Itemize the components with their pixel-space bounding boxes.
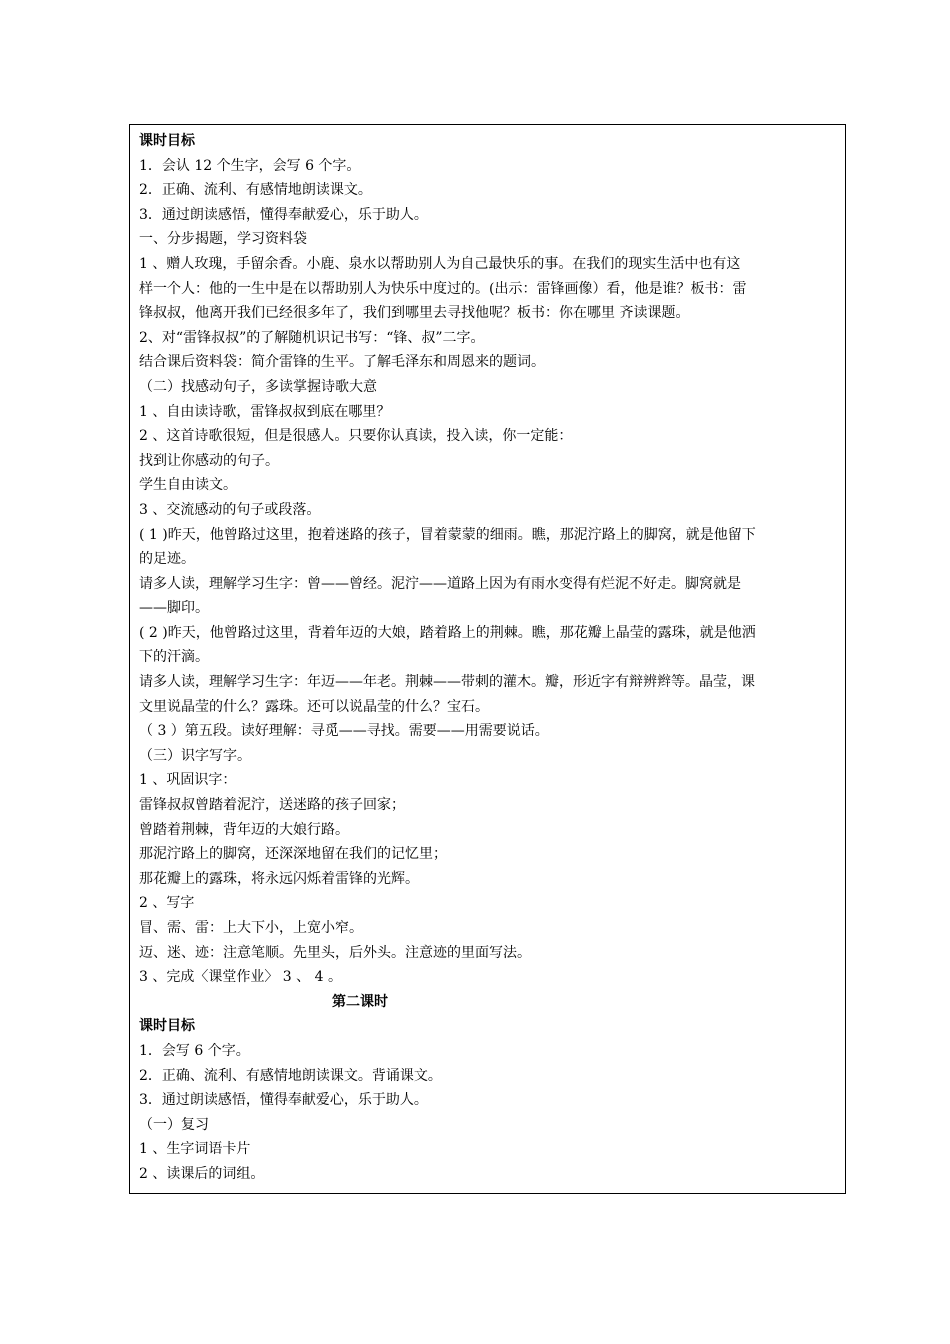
lesson1-text-line: 3 、完成〈课堂作业〉 3 、 4 。	[139, 969, 342, 986]
lesson1-text-line: 找到让你感动的句子。	[139, 452, 279, 469]
lesson1-text-line: 的足迹。	[139, 551, 195, 568]
lesson1-text-line: 请多人读，理解学习生字：年迈——年老。荆棘——带刺的灌木。瓣，形近字有辩辨辫等。晶莹，课	[139, 674, 755, 691]
lesson1-text-line: 2 、这首诗歌很短，但是很感人。只要你认真读，投入读，你一定能：	[139, 428, 573, 445]
lesson2-goal: 3．通过朗读感悟，懂得奉献爱心，乐于助人。	[139, 1092, 428, 1109]
lesson1-text-line: ( 2 )昨天，他曾路过这里，背着年迈的大娘，踏着路上的荆棘。瞧，那花瓣上晶莹的露珠，就是他洒	[139, 624, 756, 641]
lesson1-text-line: 1 、自由读诗歌，雷锋叔叔到底在哪里？	[139, 403, 391, 420]
lesson1-text-line: 结合课后资料袋：简介雷锋的生平。了解毛泽东和周恩来的题词。	[139, 354, 545, 371]
lesson1-text-line: 1 、赠人玫瑰，手留余香。小鹿、泉水以帮助别人为自己最快乐的事。在我们的现实生活中也有这	[139, 255, 741, 272]
lesson1-text-line: 锋叔叔，他离开我们已经很多年了，我们到哪里去寻找他呢？板书：你在哪里 齐读课题。	[139, 305, 690, 322]
lesson1-text-line: 2 、写字	[139, 895, 195, 912]
lesson1-text-line: （三）识字写字。	[139, 747, 251, 764]
lesson1-text-line: 3 、交流感动的句子或段落。	[139, 501, 321, 518]
lesson1-text-line: ( 1 )昨天，他曾路过这里，抱着迷路的孩子，冒着蒙蒙的细雨。瞧，那泥泞路上的脚窝，就是他留下	[139, 526, 756, 543]
lesson1-text-line: （ 3 ）第五段。读好理解：寻觅——寻找。需要——用需要说话。	[139, 723, 549, 740]
lesson1-text-line: 冒、需、雷：上大下小，上宽小窄。	[139, 920, 363, 936]
lesson2-text-line: 2 、读课后的词组。	[139, 1165, 265, 1182]
lesson1-text-line: 学生自由读文。	[139, 477, 237, 494]
lesson2-goal: 2．正确、流利、有感情地朗读课文。背诵课文。	[139, 1067, 442, 1084]
lesson1-text-line: 迈、迷、迹：注意笔顺。先里头，后外头。注意迹的里面写法。	[139, 944, 531, 961]
lesson1-text-line: 请多人读，理解学习生字：曾——曾经。泥泞——道路上因为有雨水变得有烂泥不好走。脚窝就是	[139, 575, 741, 592]
lesson2-goal: 1．会写 6 个字。	[139, 1042, 250, 1059]
lesson1-text-line: 雷锋叔叔曾踏着泥泞，送迷路的孩子回家；	[139, 797, 405, 814]
lesson2-text-line: 1 、生字词语卡片	[139, 1141, 251, 1158]
lesson1-text-line: 1 、巩固识字：	[139, 772, 237, 789]
lesson2-title: 第二课时	[332, 993, 388, 1010]
lesson1-text-line: 样一个人：他的一生中是在以帮助别人为快乐中度过的。(出示：雷锋画像）看，他是谁？板书：雷	[139, 280, 747, 297]
lesson1-text-line: ——脚印。	[139, 600, 209, 617]
lesson1-text-line: 那花瓣上的露珠，将永远闪烁着雷锋的光辉。	[139, 870, 419, 887]
lesson1-goals-heading: 课时目标	[139, 133, 195, 149]
lesson2-goals-heading: 课时目标	[139, 1018, 195, 1035]
lesson1-text-line: 曾踏着荆棘，背年迈的大娘行路。	[139, 821, 349, 838]
lesson1-goal: 2．正确、流利、有感情地朗读课文。	[139, 182, 372, 199]
lesson-plan-frame	[129, 124, 846, 1194]
lesson1-text-line: 下的汗滴。	[139, 649, 209, 666]
lesson1-goal: 3．通过朗读感悟，懂得奉献爱心，乐于助人。	[139, 206, 428, 223]
lesson1-text-line: （二）找感动句子，多读掌握诗歌大意	[139, 378, 377, 395]
lesson2-text-line: （一）复习	[139, 1116, 209, 1133]
lesson1-text-line: 文里说晶莹的什么？露珠。还可以说晶莹的什么？宝石。	[139, 698, 489, 715]
lesson1-text-line: 2、对“雷锋叔叔”的了解随机识记书写：“锋、叔”二字。	[139, 329, 485, 346]
lesson1-text-line: 一、分步揭题，学习资料袋	[139, 231, 307, 248]
lesson1-text-line: 那泥泞路上的脚窝，还深深地留在我们的记忆里；	[139, 846, 447, 863]
lesson1-goal: 1．会认 12 个生字，会写 6 个字。	[139, 157, 361, 174]
